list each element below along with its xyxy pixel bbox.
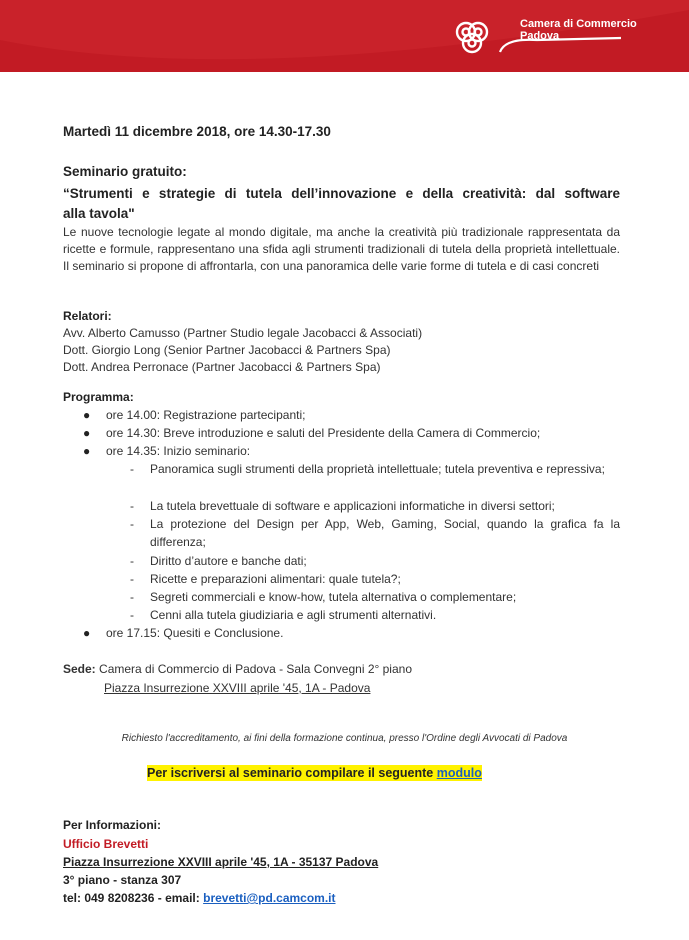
signup-banner xyxy=(147,765,482,781)
venue-label: Sede: xyxy=(63,662,96,676)
seminar-subtitle xyxy=(63,184,620,224)
signup-text: Per iscriversi al seminario compilare il seguente xyxy=(147,766,434,780)
program-item: ore 14.35: Inizio seminario: xyxy=(106,444,251,458)
venue-line xyxy=(63,662,412,676)
seminar-description: Le nuove tecnologie legate al mondo digitale, ma anche la creatività più tradizionale rappresentata da ricette e formule, rappresentano una sfida agli strumenti tradizionali di tutela della proprietà intellettuale. Il seminario si propone di affrontarla, con una panoramica delle varie forme di tutela e di casi concreti xyxy=(63,225,620,273)
dash-icon: - xyxy=(130,517,134,531)
seminar-subtitle-line1: “Strumenti e strategie di tutela dell’innovazione e della creatività: dal software xyxy=(63,186,620,201)
dash-icon: - xyxy=(130,608,134,622)
bullet-dot-icon: ● xyxy=(83,626,91,640)
seminar-subtitle-line2: alla tavola" xyxy=(63,206,135,221)
info-contact-prefix: tel: 049 8208236 - email: xyxy=(63,891,200,905)
bullet-dot-icon: ● xyxy=(83,444,91,458)
org-name-line2: Padova xyxy=(520,30,560,42)
speakers-label: Relatori: xyxy=(63,309,112,323)
bullet-dot-icon: ● xyxy=(83,408,91,422)
venue-address: Piazza Insurrezione XXVIII aprile '45, 1A - Padova xyxy=(104,681,371,695)
camera-commercio-logo-icon xyxy=(452,18,492,58)
dash-icon: - xyxy=(130,499,134,513)
bullet-dot-icon: ● xyxy=(83,426,91,440)
program-subitem: Segreti commerciali e know-how, tutela alternativa o complementare; xyxy=(150,590,517,604)
accreditation-note: Richiesto l'accreditamento, ai fini della formazione continua, presso l'Ordine degli Avvocati di Padova xyxy=(121,733,568,744)
speaker-item: Dott. Andrea Perronace (Partner Jacobacci & Partners Spa) xyxy=(63,360,381,374)
info-label: Per Informazioni: xyxy=(63,818,162,832)
info-office: Ufficio Brevetti xyxy=(63,837,149,851)
info-floor: 3° piano - stanza 307 xyxy=(63,873,182,887)
signup-form-link[interactable]: modulo xyxy=(436,766,482,780)
venue-name: Camera di Commercio di Padova - Sala Convegni 2° piano xyxy=(99,662,412,676)
program-item: ore 14.30: Breve introduzione e saluti del Presidente della Camera di Commercio; xyxy=(106,426,541,440)
program-label: Programma: xyxy=(63,390,134,404)
dash-icon: - xyxy=(130,554,134,568)
program-subitem: La tutela brevettuale di software e applicazioni informatiche in diversi settori; xyxy=(150,499,555,513)
dash-icon: - xyxy=(130,590,134,604)
org-name xyxy=(520,18,637,42)
info-contact xyxy=(63,891,336,905)
program-subitem: Panoramica sugli strumenti della proprietà intellettuale; tutela preventiva e repressiva; xyxy=(150,462,605,476)
speaker-item: Avv. Alberto Camusso (Partner Studio legale Jacobacci & Associati) xyxy=(63,326,423,340)
dash-icon: - xyxy=(130,572,134,586)
program-item: ore 14.00: Registrazione partecipanti; xyxy=(106,408,306,422)
program-subitem: Cenni alla tutela giudiziaria e agli strumenti alternativi. xyxy=(150,608,437,622)
header-band xyxy=(0,0,689,72)
seminar-title: Seminario gratuito: xyxy=(63,164,187,179)
speaker-item: Dott. Giorgio Long (Senior Partner Jacobacci & Partners Spa) xyxy=(63,343,391,357)
program-subitem: La protezione del Design per App, Web, Gaming, Social, quando la grafica fa la differenza; xyxy=(150,517,620,549)
program-subitem: Diritto d’autore e banche dati; xyxy=(150,554,307,568)
program-item: ore 17.15: Quesiti e Conclusione. xyxy=(106,626,284,640)
email-link[interactable]: brevetti@pd.camcom.it xyxy=(203,891,336,905)
program-subitem: Ricette e preparazioni alimentari: quale tutela?; xyxy=(150,572,401,586)
org-name-line1: Camera di Commercio xyxy=(520,18,637,30)
event-date: Martedì 11 dicembre 2018, ore 14.30-17.30 xyxy=(63,124,331,139)
info-address: Piazza Insurrezione XXVIII aprile '45, 1A - 35137 Padova xyxy=(63,855,379,869)
dash-icon: - xyxy=(130,462,134,476)
